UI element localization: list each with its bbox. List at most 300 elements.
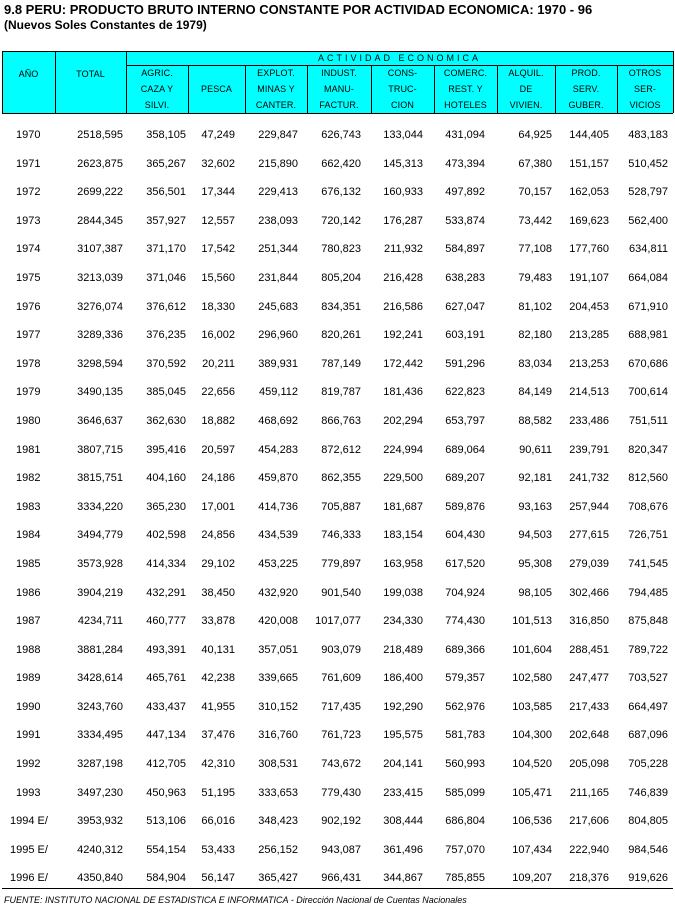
value-cell: 176,287 [383, 214, 423, 227]
page-subtitle: (Nuevos Soles Constantes de 1979) [4, 18, 207, 32]
value-cell: 454,283 [258, 443, 298, 456]
total-cell: 2518,595 [77, 129, 123, 141]
value-cell: 705,228 [628, 758, 668, 771]
value-cell: 414,334 [146, 557, 186, 570]
total-cell: 3497,230 [77, 786, 123, 799]
value-cell: 371,170 [146, 243, 186, 256]
value-cell: 38,450 [201, 586, 235, 599]
value-cell: 626,743 [321, 129, 361, 141]
header-col-2-line-1: MINAS Y [257, 84, 295, 94]
table-row [2, 693, 673, 722]
year-cell: 1988 [16, 643, 41, 656]
value-cell: 670,686 [628, 357, 668, 370]
year-cell: 1980 [16, 414, 41, 427]
value-cell: 820,347 [628, 443, 668, 456]
value-cell: 356,501 [146, 186, 186, 199]
header-col-5-line-0: COMERC. [443, 68, 488, 78]
value-cell: 231,844 [258, 271, 298, 284]
value-cell: 51,195 [201, 786, 235, 799]
value-cell: 743,672 [321, 758, 361, 771]
value-cell: 780,823 [321, 243, 361, 256]
value-cell: 741,545 [628, 557, 668, 570]
value-cell: 195,575 [383, 729, 423, 742]
table-row [2, 178, 673, 207]
value-cell: 432,920 [258, 586, 298, 599]
value-cell: 617,520 [445, 557, 485, 570]
value-cell: 42,310 [201, 758, 235, 771]
table-row [2, 378, 673, 407]
total-cell: 3807,715 [77, 443, 123, 456]
header-ano: AÑO [18, 69, 39, 79]
value-cell: 56,147 [201, 872, 235, 885]
value-cell: 787,149 [321, 357, 361, 370]
table-row [2, 779, 673, 808]
value-cell: 560,993 [445, 758, 485, 771]
value-cell: 218,376 [569, 872, 609, 885]
table-row [2, 521, 673, 550]
table-row [2, 607, 673, 636]
value-cell: 653,797 [445, 414, 485, 427]
year-cell: 1986 [16, 586, 41, 599]
header-col-1-line-1: PESCA [200, 84, 232, 94]
value-cell: 483,183 [628, 129, 668, 141]
header-col-4-line-0: CONS- [387, 68, 418, 78]
value-cell: 402,598 [146, 529, 186, 542]
value-cell: 412,705 [146, 758, 186, 771]
total-cell: 3107,387 [77, 243, 123, 256]
value-cell: 109,207 [512, 872, 552, 885]
header-rule-bottom [2, 113, 673, 114]
header-col-5-line-1: REST. Y [448, 84, 483, 94]
table-row [2, 836, 673, 865]
year-cell: 1982 [16, 472, 41, 485]
value-cell: 257,944 [569, 500, 609, 513]
value-cell: 217,606 [569, 815, 609, 828]
value-cell: 362,630 [146, 414, 186, 427]
value-cell: 579,357 [445, 672, 485, 685]
value-cell: 371,046 [146, 271, 186, 284]
value-cell: 358,105 [146, 129, 186, 141]
year-cell: 1972 [16, 186, 41, 199]
value-cell: 700,614 [628, 386, 668, 399]
value-cell: 211,165 [570, 786, 609, 799]
total-cell: 3287,198 [77, 758, 123, 771]
value-cell: 562,976 [445, 700, 485, 713]
value-cell: 229,847 [258, 129, 298, 141]
value-cell: 90,611 [519, 443, 552, 456]
year-cell: 1970 [16, 129, 41, 141]
header-col-divider [434, 65, 435, 113]
year-cell: 1979 [16, 386, 41, 399]
value-cell: 603,191 [445, 329, 485, 342]
total-cell: 3213,039 [77, 271, 123, 284]
value-cell: 779,897 [321, 557, 361, 570]
value-cell: 215,890 [258, 157, 298, 170]
value-cell: 562,400 [628, 214, 668, 227]
value-cell: 222,940 [569, 843, 609, 856]
value-cell: 591,296 [445, 357, 485, 370]
value-cell: 812,560 [628, 472, 668, 485]
header-col-divider [245, 65, 246, 113]
year-cell: 1975 [16, 271, 41, 284]
header-col-6-line-2: VIVIEN. [509, 100, 543, 110]
value-cell: 310,152 [258, 700, 298, 713]
value-cell: 627,047 [445, 300, 485, 313]
value-cell: 98,105 [518, 586, 552, 599]
value-cell: 1017,077 [315, 615, 361, 628]
header-col-7-line-0: PROD. [571, 68, 601, 78]
value-cell: 361,496 [383, 843, 423, 856]
value-cell: 288,451 [569, 643, 609, 656]
value-cell: 162,053 [569, 186, 609, 199]
header-col-0-line-1: CAZA Y [140, 84, 174, 94]
total-cell: 4234,711 [77, 615, 123, 628]
total-cell: 2844,345 [77, 214, 123, 227]
value-cell: 819,787 [321, 386, 361, 399]
header-col-4-line-1: TRUC- [388, 84, 417, 94]
total-cell: 2623,875 [77, 157, 123, 170]
value-cell: 186,400 [383, 672, 423, 685]
header-col-divider [497, 65, 498, 113]
value-cell: 589,876 [445, 500, 485, 513]
value-cell: 420,008 [258, 615, 298, 628]
value-cell: 214,513 [569, 386, 609, 399]
year-cell: 1977 [16, 329, 41, 342]
value-cell: 163,958 [383, 557, 423, 570]
value-cell: 79,483 [518, 271, 552, 284]
value-cell: 903,079 [321, 643, 361, 656]
table-row [2, 464, 673, 493]
total-cell: 3646,637 [77, 414, 123, 427]
value-cell: 213,253 [569, 357, 609, 370]
value-cell: 689,366 [445, 643, 485, 656]
value-cell: 42,238 [201, 672, 235, 685]
value-cell: 365,230 [146, 500, 186, 513]
value-cell: 33,878 [201, 615, 235, 628]
value-cell: 453,225 [258, 557, 298, 570]
value-cell: 17,542 [201, 243, 235, 256]
value-cell: 84,149 [518, 386, 552, 399]
value-cell: 247,477 [569, 672, 609, 685]
value-cell: 93,163 [518, 500, 552, 513]
value-cell: 24,186 [201, 472, 235, 485]
value-cell: 229,500 [383, 472, 423, 485]
table-row [2, 235, 673, 264]
value-cell: 106,536 [512, 815, 552, 828]
total-cell: 3494,779 [77, 529, 123, 542]
value-cell: 581,783 [445, 729, 485, 742]
value-cell: 689,207 [445, 472, 485, 485]
header-col-0-line-2: SILVI. [144, 100, 170, 110]
value-cell: 459,870 [258, 472, 298, 485]
value-cell: 316,850 [569, 615, 609, 628]
total-cell: 3904,219 [77, 586, 123, 599]
year-cell: 1987 [16, 615, 41, 628]
value-cell: 66,016 [201, 815, 235, 828]
value-cell: 151,157 [569, 157, 609, 170]
source-note: FUENTE: INSTITUTO NACIONAL DE ESTADISTICA E INFORMATICA - Dirección Nacional de Cuentas Nacionales [4, 895, 467, 905]
table-row [2, 321, 673, 350]
value-cell: 866,763 [321, 414, 361, 427]
total-cell: 3334,495 [77, 729, 123, 742]
value-cell: 296,960 [258, 329, 298, 342]
header-col-6-line-0: ALQUIL. [508, 68, 544, 78]
header-col-3-line-2: FACTUR. [319, 100, 359, 110]
value-cell: 510,452 [628, 157, 668, 170]
value-cell: 213,285 [569, 329, 609, 342]
value-cell: 604,430 [445, 529, 485, 542]
value-cell: 365,267 [146, 157, 186, 170]
value-cell: 634,811 [629, 243, 668, 256]
value-cell: 901,540 [321, 586, 361, 599]
value-cell: 88,582 [518, 414, 552, 427]
year-cell: 1978 [16, 357, 41, 370]
table-row [2, 636, 673, 665]
header-col-3-line-0: INDUST. [321, 68, 357, 78]
table-row [2, 493, 673, 522]
value-cell: 872,612 [321, 443, 361, 456]
value-cell: 67,380 [518, 157, 552, 170]
value-cell: 40,131 [201, 643, 235, 656]
value-cell: 785,855 [445, 872, 485, 885]
value-cell: 172,442 [383, 357, 423, 370]
value-cell: 720,142 [321, 214, 361, 227]
table-row [2, 407, 673, 436]
value-cell: 17,344 [201, 186, 235, 199]
value-cell: 16,002 [201, 329, 235, 342]
value-cell: 204,141 [383, 758, 423, 771]
value-cell: 256,152 [258, 843, 298, 856]
header-col-divider [555, 65, 556, 113]
value-cell: 73,442 [518, 214, 552, 227]
value-cell: 348,423 [258, 815, 298, 828]
value-cell: 389,931 [258, 357, 298, 370]
year-cell: 1990 [16, 700, 41, 713]
table-row [2, 293, 673, 322]
value-cell: 104,300 [512, 729, 552, 742]
value-cell: 239,791 [569, 443, 609, 456]
value-cell: 83,034 [518, 357, 552, 370]
value-cell: 216,586 [383, 300, 423, 313]
header-col-7-line-2: GUBER. [568, 100, 604, 110]
value-cell: 433,437 [146, 700, 186, 713]
value-cell: 12,557 [201, 214, 235, 227]
value-cell: 689,064 [445, 443, 485, 456]
value-cell: 144,405 [569, 129, 609, 141]
value-cell: 875,848 [628, 615, 668, 628]
year-cell: 1983 [16, 500, 41, 513]
header-col-divider [673, 51, 674, 113]
table-body [2, 121, 673, 893]
value-cell: 687,096 [628, 729, 668, 742]
value-cell: 357,051 [258, 643, 298, 656]
header-col-divider [371, 65, 372, 113]
value-cell: 664,497 [628, 700, 668, 713]
table-row [2, 750, 673, 779]
value-cell: 468,692 [258, 414, 298, 427]
value-cell: 95,308 [518, 557, 552, 570]
table-row [2, 436, 673, 465]
value-cell: 704,924 [445, 586, 485, 599]
value-cell: 751,511 [629, 414, 668, 427]
value-cell: 277,615 [569, 529, 609, 542]
value-cell: 233,486 [569, 414, 609, 427]
value-cell: 81,102 [518, 300, 552, 313]
value-cell: 107,434 [512, 843, 552, 856]
value-cell: 233,415 [383, 786, 423, 799]
value-cell: 395,416 [146, 443, 186, 456]
value-cell: 183,154 [383, 529, 423, 542]
value-cell: 302,466 [569, 586, 609, 599]
table-row [2, 807, 673, 836]
value-cell: 779,430 [321, 786, 361, 799]
total-cell: 3289,336 [77, 329, 123, 342]
table-row [2, 264, 673, 293]
value-cell: 385,045 [146, 386, 186, 399]
value-cell: 18,882 [201, 414, 235, 427]
value-cell: 169,623 [569, 214, 609, 227]
header-col-3-line-1: MANU- [324, 84, 354, 94]
total-cell: 3490,135 [77, 386, 123, 399]
table-row [2, 579, 673, 608]
value-cell: 434,539 [258, 529, 298, 542]
value-cell: 64,925 [518, 129, 552, 141]
value-cell: 41,955 [201, 700, 235, 713]
value-cell: 688,981 [628, 329, 668, 342]
value-cell: 177,760 [569, 243, 609, 256]
value-cell: 308,531 [258, 758, 298, 771]
value-cell: 53,433 [201, 843, 235, 856]
value-cell: 47,249 [201, 129, 235, 141]
header-col-divider [617, 65, 618, 113]
value-cell: 217,433 [569, 700, 609, 713]
year-cell: 1993 [16, 786, 41, 799]
value-cell: 20,597 [201, 443, 235, 456]
value-cell: 102,580 [512, 672, 552, 685]
table-row [2, 550, 673, 579]
value-cell: 465,761 [146, 672, 186, 685]
value-cell: 703,527 [628, 672, 668, 685]
value-cell: 192,241 [383, 329, 423, 342]
value-cell: 376,612 [146, 300, 186, 313]
value-cell: 834,351 [321, 300, 361, 313]
value-cell: 789,722 [628, 643, 668, 656]
value-cell: 94,503 [518, 529, 552, 542]
year-cell: 1971 [16, 157, 41, 170]
value-cell: 761,609 [321, 672, 361, 685]
value-cell: 211,932 [384, 243, 423, 256]
header-col-8-line-1: SER- [634, 84, 656, 94]
value-cell: 450,963 [146, 786, 186, 799]
value-cell: 513,106 [146, 815, 186, 828]
value-cell: 333,653 [258, 786, 298, 799]
value-cell: 584,897 [445, 243, 485, 256]
value-cell: 103,585 [512, 700, 552, 713]
year-cell: 1974 [16, 243, 41, 256]
header-actividad: ACTIVIDAD ECONOMICA [317, 53, 481, 63]
value-cell: 662,420 [321, 157, 361, 170]
value-cell: 251,344 [258, 243, 298, 256]
total-cell: 3276,074 [77, 300, 123, 313]
value-cell: 664,084 [628, 271, 668, 284]
value-cell: 984,546 [628, 843, 668, 856]
value-cell: 15,560 [201, 271, 235, 284]
value-cell: 82,180 [518, 329, 552, 342]
value-cell: 238,093 [258, 214, 298, 227]
value-cell: 202,648 [569, 729, 609, 742]
value-cell: 431,094 [445, 129, 485, 141]
value-cell: 20,211 [202, 357, 235, 370]
value-cell: 804,805 [628, 815, 668, 828]
value-cell: 761,723 [321, 729, 361, 742]
value-cell: 414,736 [258, 500, 298, 513]
value-cell: 308,444 [383, 815, 423, 828]
value-cell: 224,994 [383, 443, 423, 456]
header-rule-mid [126, 65, 673, 66]
total-cell: 3298,594 [77, 357, 123, 370]
value-cell: 77,108 [518, 243, 552, 256]
year-cell: 1976 [16, 300, 41, 313]
header-rule-top [2, 51, 673, 52]
value-cell: 493,391 [146, 643, 186, 656]
header-col-divider [307, 65, 308, 113]
value-cell: 528,797 [628, 186, 668, 199]
table-row [2, 350, 673, 379]
value-cell: 671,910 [628, 300, 668, 313]
value-cell: 774,430 [445, 615, 485, 628]
value-cell: 805,204 [321, 271, 361, 284]
value-cell: 820,261 [321, 329, 361, 342]
value-cell: 708,676 [628, 500, 668, 513]
value-cell: 24,856 [201, 529, 235, 542]
value-cell: 365,427 [258, 872, 298, 885]
value-cell: 202,294 [383, 414, 423, 427]
value-cell: 29,102 [201, 557, 235, 570]
value-cell: 757,070 [445, 843, 485, 856]
value-cell: 584,904 [146, 872, 186, 885]
value-cell: 432,291 [146, 586, 186, 599]
value-cell: 17,001 [201, 500, 235, 513]
year-cell: 1985 [16, 557, 41, 570]
value-cell: 204,453 [569, 300, 609, 313]
header-col-divider [2, 51, 3, 113]
value-cell: 376,235 [146, 329, 186, 342]
header-col-8-line-0: OTROS [628, 68, 662, 78]
value-cell: 460,777 [146, 615, 186, 628]
header-col-4-line-2: CION [391, 100, 414, 110]
header-col-2-line-2: CANTER. [255, 100, 297, 110]
value-cell: 966,431 [321, 872, 361, 885]
value-cell: 554,154 [146, 843, 186, 856]
total-cell: 3243,760 [77, 700, 123, 713]
value-cell: 218,489 [383, 643, 423, 656]
value-cell: 205,098 [569, 758, 609, 771]
value-cell: 344,867 [383, 872, 423, 885]
value-cell: 404,160 [146, 472, 186, 485]
value-cell: 705,887 [321, 500, 361, 513]
value-cell: 101,604 [512, 643, 552, 656]
value-cell: 902,192 [321, 815, 361, 828]
value-cell: 919,626 [628, 872, 668, 885]
year-cell: 1984 [16, 529, 41, 542]
value-cell: 145,313 [383, 157, 423, 170]
total-cell: 3881,284 [77, 643, 123, 656]
value-cell: 234,330 [383, 615, 423, 628]
year-cell: 1981 [16, 443, 41, 456]
year-cell: 1994 E/ [10, 815, 48, 828]
total-cell: 3428,614 [77, 672, 123, 685]
total-cell: 3815,751 [77, 472, 123, 485]
